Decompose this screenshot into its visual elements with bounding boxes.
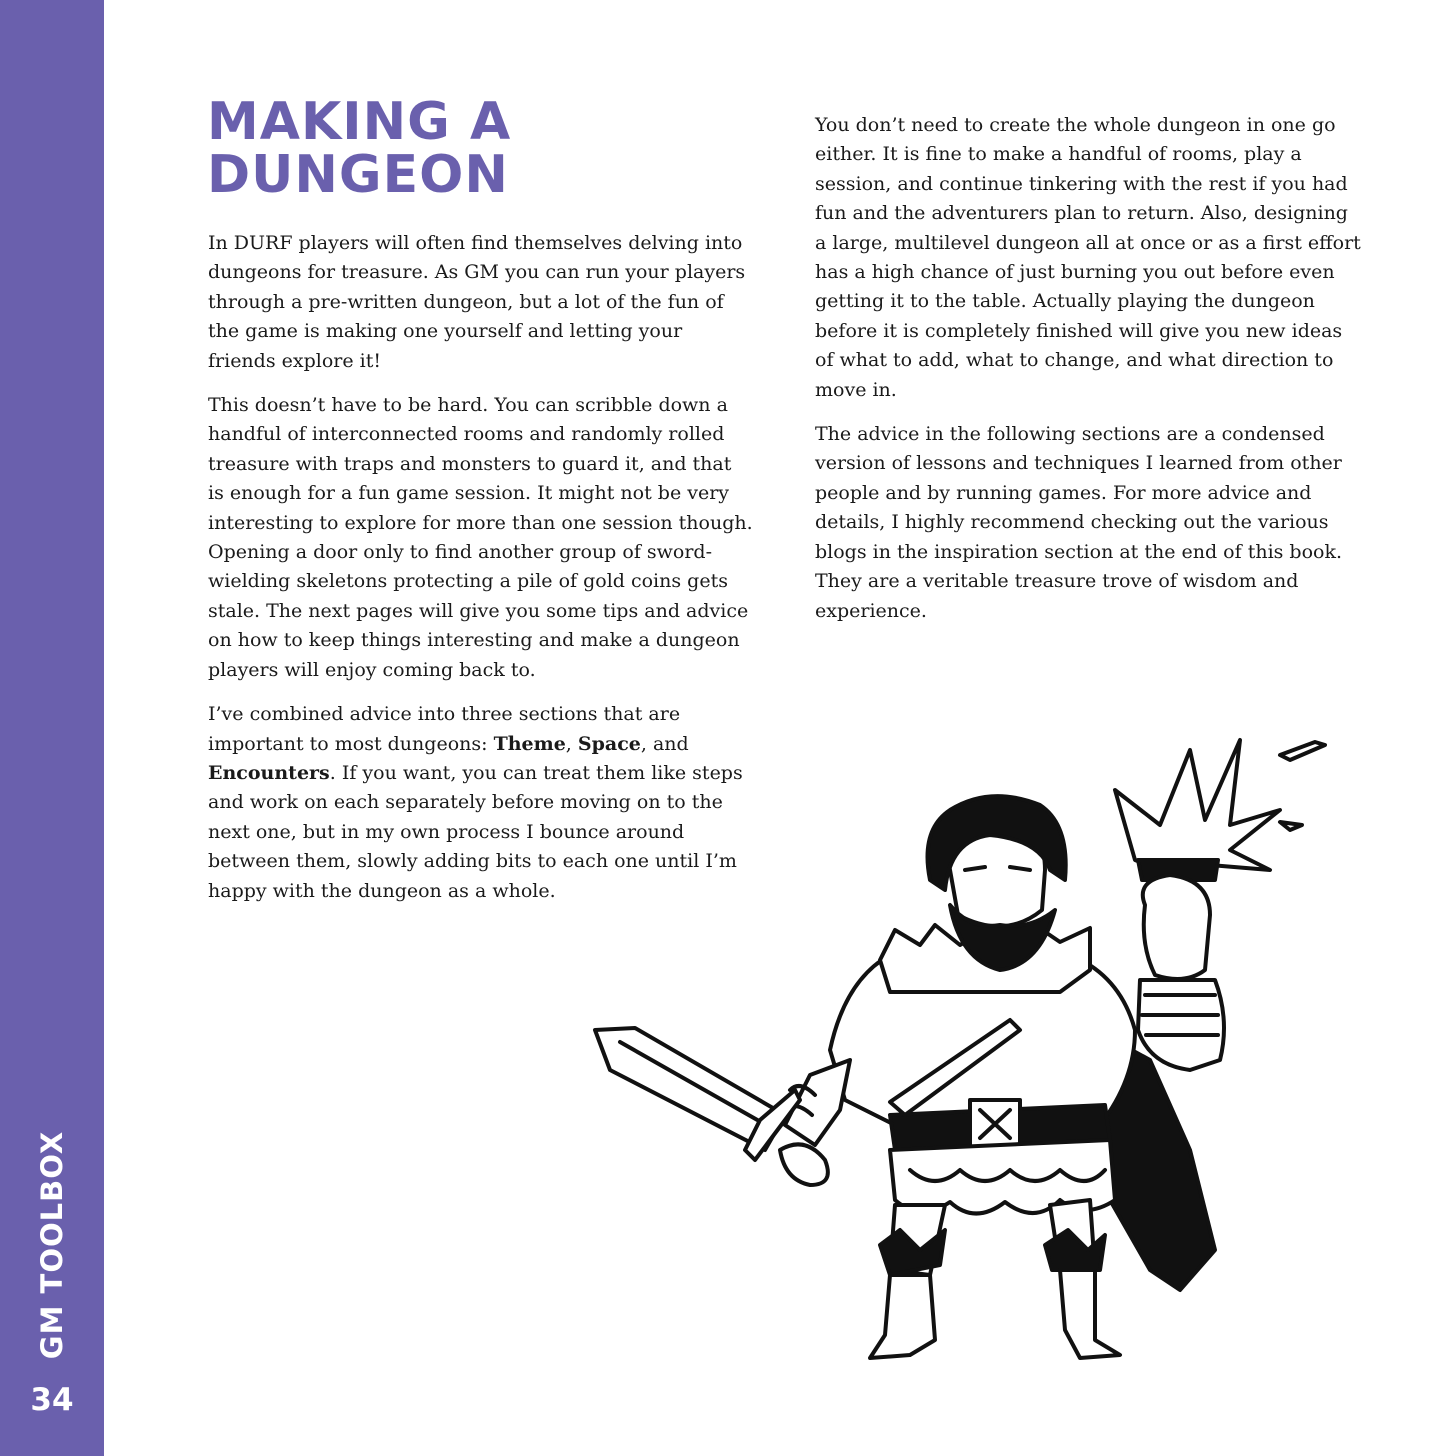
page-title — [207, 92, 512, 205]
paragraph: In DURF players will often find themselves delving into dungeons for treasure. As GM you can run your players through a pre-written dungeon, but a lot of the fun of the game is making one yourself and letting your friends explore it! — [208, 232, 746, 372]
text-run: . If you want, you can treat them like steps and work on each separately before moving on to the next one, but in my own process I bounce around between them, slowly adding bits to each one until I’m happy with the dungeon as a whole. — [208, 761, 743, 902]
keyword-theme: Theme — [493, 732, 566, 755]
right-column — [815, 111, 1363, 641]
paragraph: This doesn’t have to be hard. You can scribble down a handful of interconnected rooms and randomly rolled treasure with traps and monsters to guard it, and that is enough for a fun game session. It might not be very interesting to explore for more than one session though. Opening a door only to find another group of sword-wielding skeletons protecting a pile of gold coins gets stale. The next pages will give you some tips and advice on how to keep things interesting and make a dungeon players will enjoy coming back to. — [208, 394, 753, 681]
text-run: , and — [640, 732, 689, 755]
keyword-space: Space — [577, 732, 641, 755]
page-title-line-1: MAKING A — [207, 92, 512, 152]
sidebar — [0, 0, 104, 1456]
text-run: I’ve combined advice into three sections that are important to most dungeons: — [208, 703, 681, 755]
text-run: , — [565, 732, 578, 755]
section-label: GM TOOLBOX — [35, 1130, 69, 1360]
barbarian-warrior-icon — [590, 730, 1330, 1420]
page-number: 34 — [30, 1382, 74, 1418]
keyword-encounters: Encounters — [208, 761, 330, 784]
paragraph: You don’t need to create the whole dungeon in one go either. It is fine to make a handful of rooms, play a session, and continue tinkering with the rest if you had fun and the adventurers plan to return. Also, designing a large, multilevel dungeon all at once or as a first effort has a high chance of just burning you out before even getting it to the table. Actually playing the dungeon before it is completely finished will give you new ideas of what to add, what to change, and what direction to move in. — [815, 114, 1361, 401]
page-title-line-2: DUNGEON — [207, 145, 509, 205]
paragraph: The advice in the following sections are a condensed version of lessons and techniques I learned from other people and by running games. For more advice and details, I highly recommend checking out the various blogs in the inspiration section at the end of this book. They are a veritable treasure trove of wisdom and experience. — [815, 423, 1343, 622]
